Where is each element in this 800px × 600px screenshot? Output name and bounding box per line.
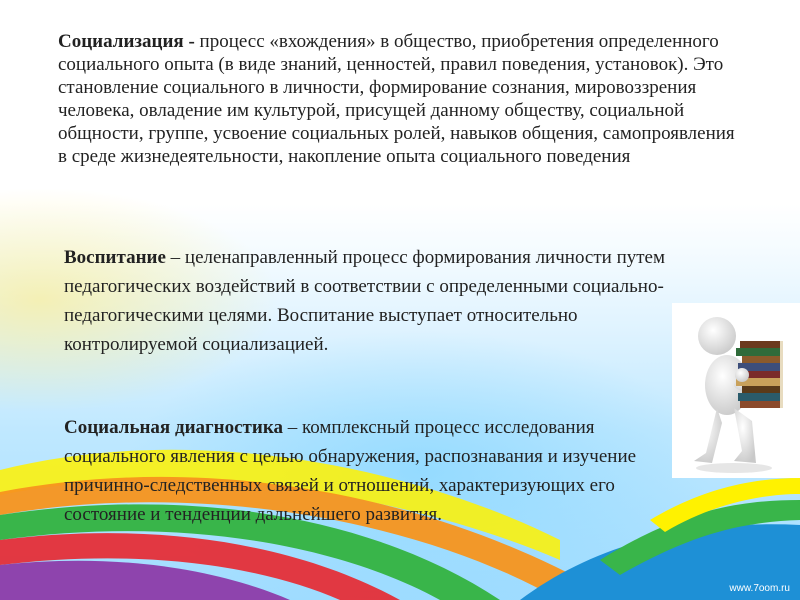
term-social-diagnostics: Социальная диагностика [64, 417, 283, 438]
definition-social-diagnostics: комплексный процесс исследования социального явления с целью обнаружения, распознавания и изучение причинно-следственных связей и отношений, характеризующих его состояние и тенденции дальнейшего развития. [64, 417, 637, 525]
term-socialization: Социализация [58, 31, 184, 52]
watermark: www.7oom.ru [729, 583, 790, 594]
definition-upbringing: целенаправленный процесс формирования личности путем педагогических воздействий в соответствии с определенными социально-педагогическими целями. Воспитание выступает относительно контролируемой социализацией. [64, 247, 666, 355]
paragraph-upbringing [64, 243, 684, 359]
separator: - [183, 31, 200, 52]
paragraph-social-diagnostics [64, 413, 684, 529]
separator: – [282, 417, 302, 438]
figure-carrying-books-icon [672, 303, 800, 478]
paragraph-socialization [58, 30, 738, 168]
separator: – [165, 247, 185, 268]
term-upbringing: Воспитание [64, 247, 166, 268]
definition-socialization: процесс «вхождения» в общество, приобретения определенного социального опыта (в виде знаний, ценностей, правил поведения, установок). Это становление социального в личности, формирование сознания, мировоззрения человека, овладение им культурой, присущей данному обществу, социальной общности, группе, усвоение социальных ролей, навыков общения, самопроявления в среде жизнедеятельности, накопление опыта социального поведения [58, 31, 735, 167]
